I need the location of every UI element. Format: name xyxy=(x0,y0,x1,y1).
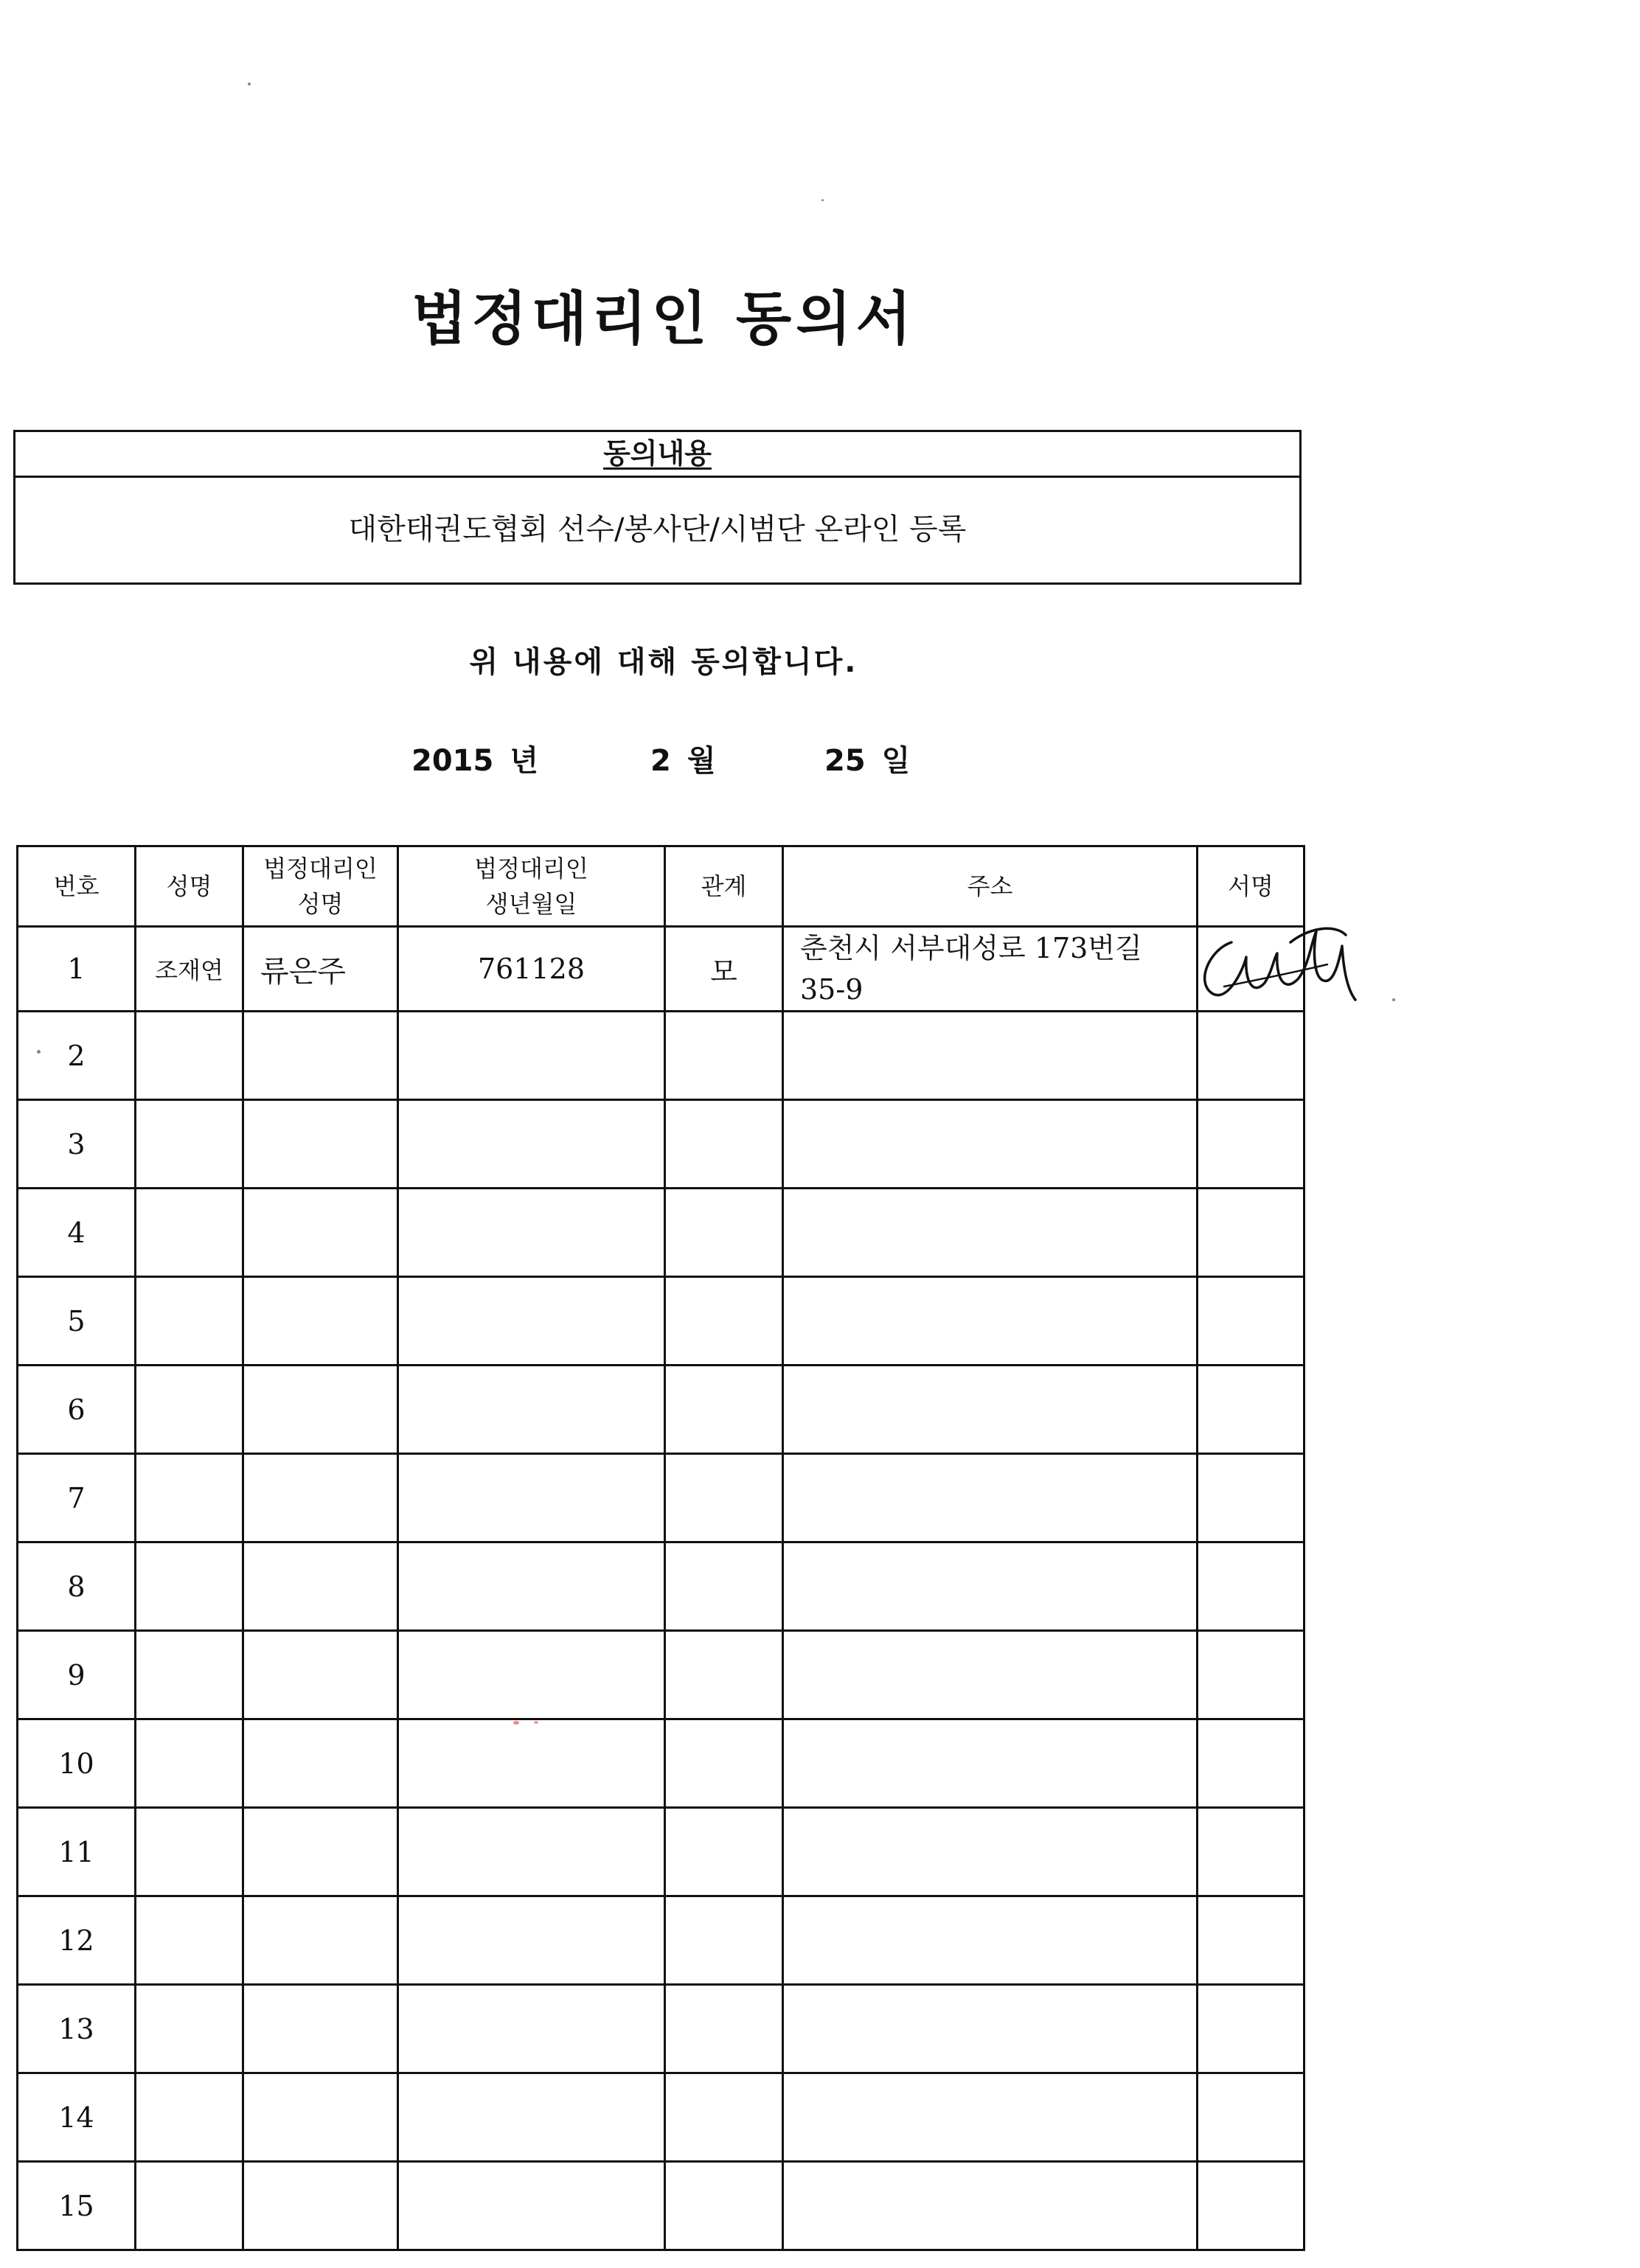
table-row xyxy=(18,1542,1304,1631)
cell-no: 15 xyxy=(18,2162,136,2250)
table-row xyxy=(18,1454,1304,1542)
cell-guardian-name xyxy=(243,1454,398,1542)
cell-no: 5 xyxy=(18,1277,136,1366)
cell-signature xyxy=(1198,1100,1304,1189)
cell-signature xyxy=(1198,1631,1304,1719)
cell-name: 조재연 xyxy=(136,927,243,1012)
date-day-value: 25 xyxy=(824,744,866,778)
header-guardian-name: 법정대리인 성명 xyxy=(243,846,398,927)
header-signature: 서명 xyxy=(1198,846,1304,927)
cell-relation xyxy=(665,1366,783,1454)
cell-signature xyxy=(1198,1012,1304,1100)
cell-address xyxy=(783,1454,1198,1542)
cell-name xyxy=(136,1100,243,1189)
scan-speck xyxy=(248,83,251,86)
cell-name xyxy=(136,1719,243,1808)
date-month xyxy=(650,737,715,779)
cell-no: 6 xyxy=(18,1366,136,1454)
scan-speck xyxy=(821,199,824,201)
table-row xyxy=(18,2162,1304,2250)
cell-name xyxy=(136,1896,243,1985)
cell-no: 10 xyxy=(18,1719,136,1808)
cell-name xyxy=(136,1631,243,1719)
table-row xyxy=(18,927,1304,1012)
cell-relation xyxy=(665,1719,783,1808)
header-address: 주소 xyxy=(783,846,1198,927)
cell-relation xyxy=(665,1808,783,1896)
cell-name xyxy=(136,1366,243,1454)
header-no: 번호 xyxy=(18,846,136,927)
cell-guardian-birth xyxy=(398,1896,665,1985)
date-day-unit: 일 xyxy=(881,744,911,778)
cell-name xyxy=(136,1808,243,1896)
cell-signature xyxy=(1198,1277,1304,1366)
cell-address xyxy=(783,1896,1198,1985)
cell-name xyxy=(136,2162,243,2250)
cell-relation xyxy=(665,2162,783,2250)
header-relation: 관계 xyxy=(665,846,783,927)
cell-signature xyxy=(1198,2073,1304,2162)
cell-no: 1 xyxy=(18,927,136,1012)
cell-name xyxy=(136,1454,243,1542)
cell-name xyxy=(136,1012,243,1100)
table-row xyxy=(18,1366,1304,1454)
date-year-unit: 년 xyxy=(510,744,538,778)
cell-guardian-birth xyxy=(398,1366,665,1454)
cell-no: 3 xyxy=(18,1100,136,1189)
cell-guardian-birth xyxy=(398,1012,665,1100)
cell-signature xyxy=(1198,1366,1304,1454)
cell-guardian-birth xyxy=(398,1100,665,1189)
cell-guardian-name xyxy=(243,1808,398,1896)
table-row xyxy=(18,1100,1304,1189)
cell-guardian-name xyxy=(243,2162,398,2250)
cell-relation: 모 xyxy=(665,927,783,1012)
scan-speck xyxy=(513,1721,519,1725)
date-month-value: 2 xyxy=(650,744,671,778)
consent-header xyxy=(15,432,1299,478)
cell-guardian-birth xyxy=(398,2073,665,2162)
consent-header-label: 동의내용 xyxy=(603,437,712,470)
cell-no: 14 xyxy=(18,2073,136,2162)
cell-guardian-birth: 761128 xyxy=(398,927,665,1012)
cell-guardian-birth xyxy=(398,1542,665,1631)
date-year-value: 2015 xyxy=(411,744,494,778)
cell-guardian-name xyxy=(243,1719,398,1808)
signature-mark xyxy=(1180,913,1357,1016)
cell-no: 4 xyxy=(18,1189,136,1277)
cell-address xyxy=(783,1631,1198,1719)
table-row xyxy=(18,1985,1304,2073)
table-row xyxy=(18,1012,1304,1100)
cell-address xyxy=(783,2073,1198,2162)
cell-address xyxy=(783,1719,1198,1808)
cell-guardian-name xyxy=(243,1277,398,1366)
date-month-unit: 월 xyxy=(687,744,716,778)
cell-no: 7 xyxy=(18,1454,136,1542)
cell-signature xyxy=(1198,1189,1304,1277)
cell-address xyxy=(783,1100,1198,1189)
cell-no: 12 xyxy=(18,1896,136,1985)
cell-no: 13 xyxy=(18,1985,136,2073)
cell-guardian-birth xyxy=(398,2162,665,2250)
cell-guardian-name: 류은주 xyxy=(243,927,398,1012)
cell-relation xyxy=(665,1542,783,1631)
cell-guardian-name xyxy=(243,1896,398,1985)
cell-signature xyxy=(1198,1454,1304,1542)
table-row xyxy=(18,1277,1304,1366)
cell-no: 2 xyxy=(18,1012,136,1100)
cell-address xyxy=(783,1189,1198,1277)
cell-address xyxy=(783,1012,1198,1100)
cell-guardian-name xyxy=(243,1012,398,1100)
date-day xyxy=(824,737,910,779)
scan-speck xyxy=(1392,998,1395,1001)
cell-relation xyxy=(665,1896,783,1985)
cell-guardian-birth xyxy=(398,1189,665,1277)
agree-statement: 위 내용에 대해 동의합니다. xyxy=(469,645,858,679)
cell-signature xyxy=(1198,1808,1304,1896)
header-guardian-birth: 법정대리인 생년월일 xyxy=(398,846,665,927)
cell-no: 8 xyxy=(18,1542,136,1631)
cell-relation xyxy=(665,1189,783,1277)
cell-relation xyxy=(665,1277,783,1366)
registration-table xyxy=(16,845,1305,2251)
table-row xyxy=(18,1896,1304,1985)
consent-content: 대한태권도협회 선수/봉사단/시범단 온라인 등록 xyxy=(348,512,967,546)
cell-guardian-name xyxy=(243,1985,398,2073)
cell-address xyxy=(783,1277,1198,1366)
cell-name xyxy=(136,1985,243,2073)
cell-name xyxy=(136,1277,243,1366)
cell-relation xyxy=(665,2073,783,2162)
table-row xyxy=(18,1189,1304,1277)
cell-guardian-birth xyxy=(398,1631,665,1719)
cell-address xyxy=(783,1985,1198,2073)
cell-guardian-name xyxy=(243,1100,398,1189)
consent-box xyxy=(13,430,1302,585)
table-row xyxy=(18,1719,1304,1808)
cell-guardian-name xyxy=(243,1542,398,1631)
table-header-row xyxy=(18,846,1304,927)
cell-guardian-birth xyxy=(398,1277,665,1366)
cell-address xyxy=(783,1808,1198,1896)
cell-guardian-birth xyxy=(398,1985,665,2073)
cell-address xyxy=(783,1366,1198,1454)
cell-guardian-birth xyxy=(398,1719,665,1808)
date-year xyxy=(411,737,538,779)
cell-guardian-name xyxy=(243,1189,398,1277)
table-row xyxy=(18,1808,1304,1896)
cell-guardian-birth xyxy=(398,1454,665,1542)
scan-speck xyxy=(534,1721,538,1724)
cell-relation xyxy=(665,1631,783,1719)
cell-signature xyxy=(1198,1542,1304,1631)
table-row xyxy=(18,2073,1304,2162)
cell-relation xyxy=(665,1012,783,1100)
cell-relation xyxy=(665,1100,783,1189)
cell-signature xyxy=(1198,1719,1304,1808)
cell-name xyxy=(136,1542,243,1631)
header-name: 성명 xyxy=(136,846,243,927)
cell-address: 춘천시 서부대성로 173번길 35-9 xyxy=(783,927,1198,1012)
cell-signature xyxy=(1198,1896,1304,1985)
cell-relation xyxy=(665,1454,783,1542)
cell-signature xyxy=(1198,2162,1304,2250)
cell-relation xyxy=(665,1985,783,2073)
cell-guardian-birth xyxy=(398,1808,665,1896)
cell-no: 11 xyxy=(18,1808,136,1896)
scan-speck xyxy=(37,1050,41,1054)
cell-guardian-name xyxy=(243,1631,398,1719)
table-row xyxy=(18,1631,1304,1719)
cell-address xyxy=(783,2162,1198,2250)
cell-name xyxy=(136,2073,243,2162)
cell-guardian-name xyxy=(243,2073,398,2162)
document-title: 법정대리인 동의서 xyxy=(411,286,916,352)
cell-no: 9 xyxy=(18,1631,136,1719)
cell-guardian-name xyxy=(243,1366,398,1454)
cell-name xyxy=(136,1189,243,1277)
cell-signature xyxy=(1198,1985,1304,2073)
cell-address xyxy=(783,1542,1198,1631)
